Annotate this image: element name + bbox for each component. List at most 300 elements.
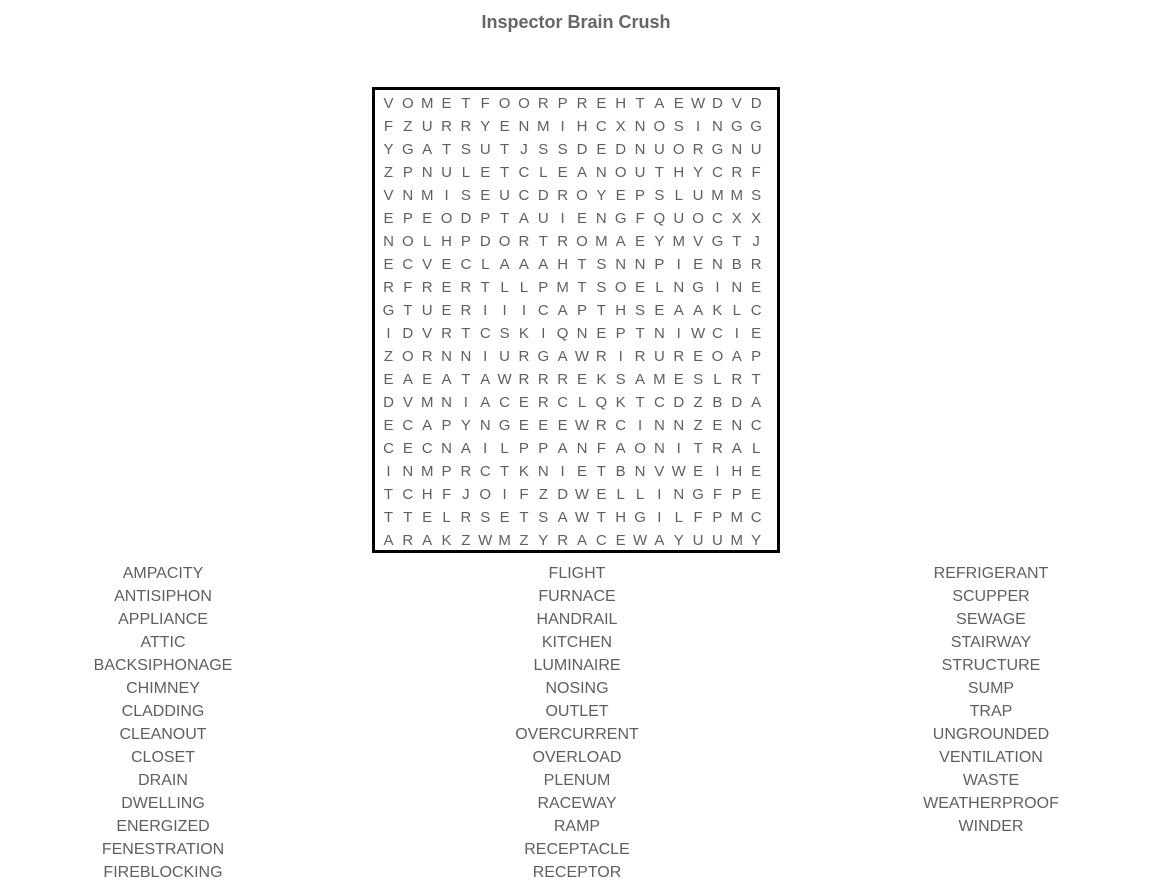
grid-cell[interactable]: C	[402, 486, 414, 503]
grid-cell[interactable]: J	[752, 233, 760, 250]
grid-cell[interactable]: N	[518, 118, 530, 135]
grid-cell[interactable]: E	[596, 486, 607, 503]
grid-cell[interactable]: O	[711, 348, 724, 365]
grid-cell[interactable]: A	[383, 532, 394, 549]
grid-cell[interactable]: H	[421, 486, 433, 503]
grid-cell[interactable]: E	[712, 417, 723, 434]
grid-cell[interactable]: E	[422, 210, 433, 227]
grid-cell[interactable]: E	[499, 118, 510, 135]
grid-cell[interactable]: O	[518, 95, 530, 112]
grid-cell[interactable]: N	[634, 118, 646, 135]
grid-cell[interactable]: T	[500, 463, 510, 480]
grid-cell[interactable]: S	[693, 371, 704, 388]
grid-cell[interactable]: E	[751, 325, 762, 342]
grid-cell[interactable]: S	[557, 141, 568, 158]
grid-cell[interactable]: I	[521, 302, 527, 319]
grid-cell[interactable]: M	[537, 118, 550, 135]
grid-cell[interactable]: P	[576, 302, 587, 319]
grid-cell[interactable]: M	[653, 371, 666, 388]
grid-cell[interactable]: W	[574, 486, 590, 503]
grid-cell[interactable]: W	[497, 371, 512, 388]
grid-cell[interactable]: A	[654, 532, 665, 549]
grid-cell[interactable]: I	[676, 325, 681, 342]
grid-cell[interactable]: D	[557, 486, 569, 503]
grid-cell[interactable]: V	[731, 95, 742, 112]
grid-cell[interactable]: N	[383, 233, 394, 250]
grid-cell[interactable]: V	[402, 394, 413, 411]
grid-cell[interactable]: Y	[383, 141, 394, 158]
grid-cell[interactable]: A	[518, 210, 529, 227]
grid-cell[interactable]: C	[499, 394, 511, 411]
grid-cell[interactable]: E	[383, 256, 394, 273]
grid-cell[interactable]: A	[576, 164, 587, 181]
grid-cell[interactable]: L	[423, 233, 432, 250]
grid-cell[interactable]: A	[441, 371, 452, 388]
grid-cell[interactable]: L	[539, 164, 548, 181]
grid-cell[interactable]: Q	[653, 210, 666, 227]
grid-cell[interactable]: T	[441, 141, 452, 158]
grid-cell[interactable]: T	[654, 164, 664, 181]
grid-cell[interactable]: R	[518, 233, 530, 250]
grid-cell[interactable]: E	[441, 95, 452, 112]
grid-cell[interactable]: M	[711, 187, 724, 204]
grid-cell[interactable]: A	[538, 256, 549, 273]
grid-cell[interactable]: W	[478, 532, 493, 549]
grid-cell[interactable]: I	[386, 325, 391, 342]
grid-cell[interactable]: O	[498, 95, 511, 112]
grid-cell[interactable]: E	[422, 371, 433, 388]
grid-cell[interactable]: Y	[480, 118, 491, 135]
grid-cell[interactable]: E	[693, 348, 704, 365]
grid-cell[interactable]: R	[634, 348, 646, 365]
grid-cell[interactable]: E	[596, 325, 607, 342]
grid-cell[interactable]: Z	[403, 118, 413, 135]
grid-cell[interactable]: N	[731, 141, 743, 158]
grid-cell[interactable]: H	[615, 95, 627, 112]
grid-cell[interactable]: C	[615, 417, 627, 434]
grid-cell[interactable]: R	[557, 532, 569, 549]
grid-cell[interactable]: T	[500, 164, 510, 181]
grid-cell[interactable]: I	[560, 210, 565, 227]
grid-cell[interactable]: E	[557, 417, 568, 434]
grid-cell[interactable]: E	[654, 302, 665, 319]
grid-cell[interactable]: A	[557, 509, 568, 526]
grid-cell[interactable]: L	[674, 187, 683, 204]
grid-cell[interactable]: A	[615, 440, 626, 457]
grid-cell[interactable]: E	[576, 371, 587, 388]
grid-cell[interactable]: E	[422, 509, 433, 526]
grid-cell[interactable]: C	[750, 509, 762, 526]
grid-cell[interactable]: E	[751, 279, 762, 296]
grid-cell[interactable]: I	[618, 348, 623, 365]
grid-cell[interactable]: C	[460, 256, 472, 273]
grid-cell[interactable]: G	[537, 348, 550, 365]
grid-cell[interactable]: Y	[460, 417, 471, 434]
grid-cell[interactable]: E	[751, 463, 762, 480]
grid-cell[interactable]: D	[673, 394, 685, 411]
grid-cell[interactable]: D	[537, 187, 549, 204]
grid-cell[interactable]: C	[518, 187, 530, 204]
grid-cell[interactable]: U	[692, 532, 704, 549]
grid-cell[interactable]: R	[441, 325, 452, 342]
grid-cell[interactable]: F	[635, 210, 645, 227]
grid-cell[interactable]: E	[441, 279, 452, 296]
grid-cell[interactable]: E	[635, 233, 646, 250]
grid-cell[interactable]: W	[691, 325, 706, 342]
grid-cell[interactable]: O	[402, 233, 414, 250]
grid-cell[interactable]: U	[653, 348, 665, 365]
grid-cell[interactable]: A	[557, 348, 568, 365]
grid-cell[interactable]: I	[637, 417, 643, 434]
grid-cell[interactable]: A	[422, 141, 433, 158]
grid-cell[interactable]: E	[673, 95, 684, 112]
grid-cell[interactable]: N	[595, 210, 607, 227]
grid-cell[interactable]: E	[615, 532, 626, 549]
grid-cell[interactable]: N	[615, 256, 627, 273]
grid-cell[interactable]: A	[402, 371, 413, 388]
grid-cell[interactable]: P	[538, 279, 549, 296]
grid-cell[interactable]: T	[500, 210, 510, 227]
grid-cell[interactable]: A	[673, 302, 684, 319]
grid-cell[interactable]: R	[673, 348, 685, 365]
grid-cell[interactable]: L	[616, 486, 625, 503]
grid-cell[interactable]: T	[461, 325, 471, 342]
grid-cell[interactable]: H	[731, 463, 743, 480]
grid-cell[interactable]: C	[402, 256, 414, 273]
grid-cell[interactable]: D	[383, 394, 394, 411]
grid-cell[interactable]: A	[731, 440, 742, 457]
grid-cell[interactable]: A	[557, 440, 568, 457]
grid-cell[interactable]: Y	[538, 532, 549, 549]
grid-cell[interactable]: N	[402, 187, 414, 204]
grid-cell[interactable]: G	[730, 118, 743, 135]
grid-cell[interactable]: A	[518, 256, 529, 273]
grid-cell[interactable]: L	[577, 394, 587, 411]
grid-cell[interactable]: C	[712, 325, 723, 342]
grid-cell[interactable]: M	[730, 187, 744, 204]
grid-cell[interactable]: N	[576, 440, 588, 457]
grid-cell[interactable]: R	[460, 279, 472, 296]
grid-cell[interactable]: R	[731, 371, 743, 388]
grid-cell[interactable]: D	[712, 95, 723, 112]
grid-cell[interactable]: C	[402, 417, 414, 434]
grid-cell[interactable]: R	[576, 95, 588, 112]
grid-cell[interactable]: T	[403, 302, 413, 319]
grid-cell[interactable]: Z	[519, 532, 529, 549]
grid-cell[interactable]: P	[480, 210, 491, 227]
grid-cell[interactable]: E	[402, 440, 413, 457]
grid-cell[interactable]: O	[498, 233, 511, 250]
grid-cell[interactable]: A	[480, 394, 491, 411]
grid-cell[interactable]: G	[711, 233, 724, 250]
grid-cell[interactable]: Y	[673, 532, 684, 549]
grid-cell[interactable]: B	[615, 463, 626, 480]
grid-cell[interactable]: R	[460, 302, 472, 319]
grid-cell[interactable]: R	[383, 279, 394, 296]
grid-cell[interactable]: N	[673, 486, 685, 503]
grid-cell[interactable]: E	[441, 256, 452, 273]
grid-cell[interactable]: R	[460, 509, 472, 526]
grid-cell[interactable]: T	[577, 279, 587, 296]
grid-cell[interactable]: N	[731, 417, 743, 434]
grid-cell[interactable]: U	[479, 141, 491, 158]
grid-cell[interactable]: N	[634, 463, 646, 480]
grid-cell[interactable]: Z	[693, 394, 703, 411]
grid-cell[interactable]: R	[518, 348, 530, 365]
grid-cell[interactable]: R	[731, 164, 743, 181]
grid-cell[interactable]: K	[596, 371, 607, 388]
grid-cell[interactable]: N	[653, 440, 665, 457]
grid-cell[interactable]: I	[483, 348, 488, 365]
grid-cell[interactable]: W	[574, 417, 590, 434]
grid-cell[interactable]: N	[712, 118, 723, 135]
grid-cell[interactable]: L	[442, 509, 451, 526]
grid-cell[interactable]: E	[596, 95, 607, 112]
grid-cell[interactable]: C	[537, 302, 549, 319]
grid-cell[interactable]: I	[734, 325, 739, 342]
grid-cell[interactable]: O	[440, 210, 453, 227]
grid-cell[interactable]: K	[441, 532, 452, 549]
grid-cell[interactable]: D	[479, 233, 491, 250]
grid-cell[interactable]: A	[693, 302, 704, 319]
grid-cell[interactable]: I	[676, 256, 681, 273]
grid-cell[interactable]: S	[596, 279, 607, 296]
grid-cell[interactable]: S	[460, 187, 471, 204]
grid-cell[interactable]: E	[576, 463, 587, 480]
grid-cell[interactable]: E	[383, 371, 394, 388]
grid-cell[interactable]: N	[402, 463, 414, 480]
grid-cell[interactable]: P	[460, 233, 471, 250]
grid-cell[interactable]: H	[441, 233, 452, 250]
grid-cell[interactable]: C	[595, 118, 607, 135]
grid-cell[interactable]: I	[715, 463, 720, 480]
grid-cell[interactable]: Y	[596, 187, 607, 204]
grid-cell[interactable]: C	[750, 417, 762, 434]
grid-cell[interactable]: H	[615, 509, 627, 526]
grid-cell[interactable]: E	[557, 164, 568, 181]
grid-cell[interactable]: N	[441, 440, 452, 457]
grid-cell[interactable]: N	[421, 164, 433, 181]
grid-cell[interactable]: P	[615, 325, 626, 342]
grid-cell[interactable]: H	[673, 164, 685, 181]
grid-cell[interactable]: S	[538, 509, 549, 526]
grid-cell[interactable]: F	[403, 279, 413, 296]
grid-cell[interactable]: O	[672, 141, 685, 158]
grid-cell[interactable]: U	[712, 532, 723, 549]
grid-cell[interactable]: X	[751, 210, 762, 227]
grid-cell[interactable]: M	[420, 95, 434, 112]
grid-cell[interactable]: P	[654, 256, 665, 273]
grid-cell[interactable]: V	[654, 463, 665, 480]
grid-cell[interactable]: D	[402, 325, 414, 342]
grid-cell[interactable]: O	[402, 95, 414, 112]
grid-cell[interactable]: Z	[538, 486, 548, 503]
grid-cell[interactable]: T	[538, 233, 548, 250]
grid-cell[interactable]: N	[576, 325, 588, 342]
grid-cell[interactable]: I	[657, 486, 662, 503]
grid-cell[interactable]: R	[460, 463, 472, 480]
grid-cell[interactable]: P	[402, 210, 413, 227]
grid-cell[interactable]: T	[751, 371, 761, 388]
grid-cell[interactable]: E	[383, 210, 394, 227]
grid-cell[interactable]: P	[557, 95, 568, 112]
grid-cell[interactable]: N	[634, 141, 646, 158]
grid-cell[interactable]: P	[751, 348, 762, 365]
grid-cell[interactable]: R	[402, 532, 414, 549]
grid-cell[interactable]: I	[541, 325, 546, 342]
grid-cell[interactable]: C	[595, 532, 607, 549]
grid-cell[interactable]: O	[614, 279, 627, 296]
grid-cell[interactable]: E	[538, 417, 549, 434]
grid-cell[interactable]: R	[750, 256, 762, 273]
grid-cell[interactable]: A	[635, 371, 646, 388]
grid-cell[interactable]: T	[635, 325, 645, 342]
grid-cell[interactable]: C	[479, 325, 491, 342]
grid-cell[interactable]: T	[461, 371, 471, 388]
grid-cell[interactable]: T	[403, 509, 413, 526]
grid-cell[interactable]: N	[441, 394, 452, 411]
grid-cell[interactable]: M	[420, 187, 434, 204]
grid-cell[interactable]: T	[732, 233, 742, 250]
grid-cell[interactable]: G	[498, 417, 511, 434]
grid-cell[interactable]: C	[421, 440, 433, 457]
grid-cell[interactable]: O	[692, 210, 704, 227]
grid-cell[interactable]: R	[421, 348, 433, 365]
grid-cell[interactable]: T	[519, 509, 529, 526]
grid-cell[interactable]: S	[635, 302, 646, 319]
grid-cell[interactable]: F	[441, 486, 452, 503]
grid-cell[interactable]: U	[421, 118, 433, 135]
grid-cell[interactable]: S	[460, 141, 471, 158]
grid-cell[interactable]: L	[500, 440, 509, 457]
grid-cell[interactable]: Y	[751, 532, 762, 549]
grid-cell[interactable]: L	[635, 486, 645, 503]
grid-cell[interactable]: P	[712, 509, 723, 526]
grid-cell[interactable]: U	[673, 210, 685, 227]
grid-cell[interactable]: R	[712, 440, 723, 457]
grid-cell[interactable]: E	[499, 509, 510, 526]
grid-cell[interactable]: J	[520, 141, 528, 158]
grid-cell[interactable]: C	[712, 210, 723, 227]
grid-cell[interactable]: R	[441, 118, 452, 135]
grid-cell[interactable]: X	[731, 210, 742, 227]
grid-cell[interactable]: W	[574, 509, 590, 526]
grid-cell[interactable]: G	[750, 118, 762, 135]
grid-cell[interactable]: T	[635, 95, 645, 112]
grid-cell[interactable]: E	[441, 302, 452, 319]
grid-cell[interactable]: C	[518, 164, 530, 181]
grid-cell[interactable]: R	[537, 371, 549, 388]
grid-cell[interactable]: E	[576, 210, 587, 227]
grid-cell[interactable]: G	[382, 302, 395, 319]
grid-cell[interactable]: E	[693, 463, 704, 480]
grid-cell[interactable]: M	[420, 463, 434, 480]
grid-cell[interactable]: A	[557, 302, 568, 319]
grid-cell[interactable]: U	[653, 141, 665, 158]
grid-cell[interactable]: S	[499, 325, 510, 342]
grid-cell[interactable]: R	[595, 417, 607, 434]
grid-cell[interactable]: E	[383, 417, 394, 434]
grid-cell[interactable]: T	[461, 95, 471, 112]
grid-cell[interactable]: Y	[654, 233, 665, 250]
grid-cell[interactable]: M	[420, 394, 434, 411]
grid-cell[interactable]: R	[557, 371, 569, 388]
grid-cell[interactable]: K	[615, 394, 626, 411]
grid-cell[interactable]: T	[577, 256, 587, 273]
grid-cell[interactable]: W	[691, 95, 706, 112]
grid-cell[interactable]: O	[402, 348, 414, 365]
grid-cell[interactable]: W	[671, 463, 686, 480]
grid-cell[interactable]: U	[750, 141, 762, 158]
grid-cell[interactable]: A	[422, 417, 433, 434]
grid-cell[interactable]: P	[441, 417, 452, 434]
grid-cell[interactable]: Q	[595, 394, 608, 411]
grid-cell[interactable]: K	[712, 302, 723, 319]
grid-cell[interactable]: Z	[383, 348, 394, 365]
grid-cell[interactable]: L	[713, 371, 722, 388]
grid-cell[interactable]: U	[692, 187, 704, 204]
grid-cell[interactable]: S	[596, 256, 607, 273]
grid-cell[interactable]: I	[696, 118, 701, 135]
grid-cell[interactable]: H	[557, 256, 569, 273]
grid-cell[interactable]: R	[421, 279, 433, 296]
grid-cell[interactable]: E	[751, 486, 762, 503]
grid-cell[interactable]: O	[634, 440, 646, 457]
grid-cell[interactable]: U	[499, 187, 511, 204]
grid-cell[interactable]: V	[383, 187, 394, 204]
grid-cell[interactable]: F	[693, 509, 703, 526]
grid-cell[interactable]: N	[479, 417, 491, 434]
grid-cell[interactable]: L	[655, 279, 664, 296]
grid-cell[interactable]: A	[460, 440, 471, 457]
grid-cell[interactable]: U	[441, 164, 452, 181]
grid-cell[interactable]: Z	[693, 417, 703, 434]
grid-cell[interactable]: F	[751, 164, 761, 181]
grid-cell[interactable]: C	[712, 164, 723, 181]
grid-cell[interactable]: R	[557, 187, 569, 204]
grid-cell[interactable]: M	[730, 532, 744, 549]
grid-cell[interactable]: T	[596, 302, 606, 319]
grid-cell[interactable]: I	[502, 302, 507, 319]
grid-cell[interactable]: H	[576, 118, 588, 135]
grid-cell[interactable]: P	[731, 486, 742, 503]
grid-cell[interactable]: I	[483, 302, 488, 319]
grid-cell[interactable]: V	[693, 233, 704, 250]
grid-cell[interactable]: I	[386, 463, 391, 480]
grid-cell[interactable]: E	[693, 256, 704, 273]
grid-cell[interactable]: I	[483, 440, 488, 457]
grid-cell[interactable]: I	[463, 394, 468, 411]
grid-cell[interactable]: M	[595, 233, 608, 250]
grid-cell[interactable]: U	[499, 348, 511, 365]
grid-cell[interactable]: A	[422, 532, 433, 549]
grid-cell[interactable]: E	[596, 141, 607, 158]
grid-cell[interactable]: E	[480, 187, 491, 204]
grid-cell[interactable]: O	[576, 233, 588, 250]
grid-cell[interactable]: S	[538, 141, 549, 158]
grid-cell[interactable]: Q	[556, 325, 569, 342]
grid-cell[interactable]: F	[480, 95, 490, 112]
grid-cell[interactable]: E	[673, 371, 684, 388]
grid-cell[interactable]: I	[715, 279, 720, 296]
grid-cell[interactable]: G	[711, 141, 724, 158]
grid-cell[interactable]: A	[654, 95, 665, 112]
grid-cell[interactable]: S	[751, 187, 762, 204]
grid-cell[interactable]: F	[519, 486, 529, 503]
grid-cell[interactable]: U	[634, 164, 646, 181]
grid-cell[interactable]: Z	[383, 164, 394, 181]
grid-cell[interactable]: V	[383, 95, 394, 112]
